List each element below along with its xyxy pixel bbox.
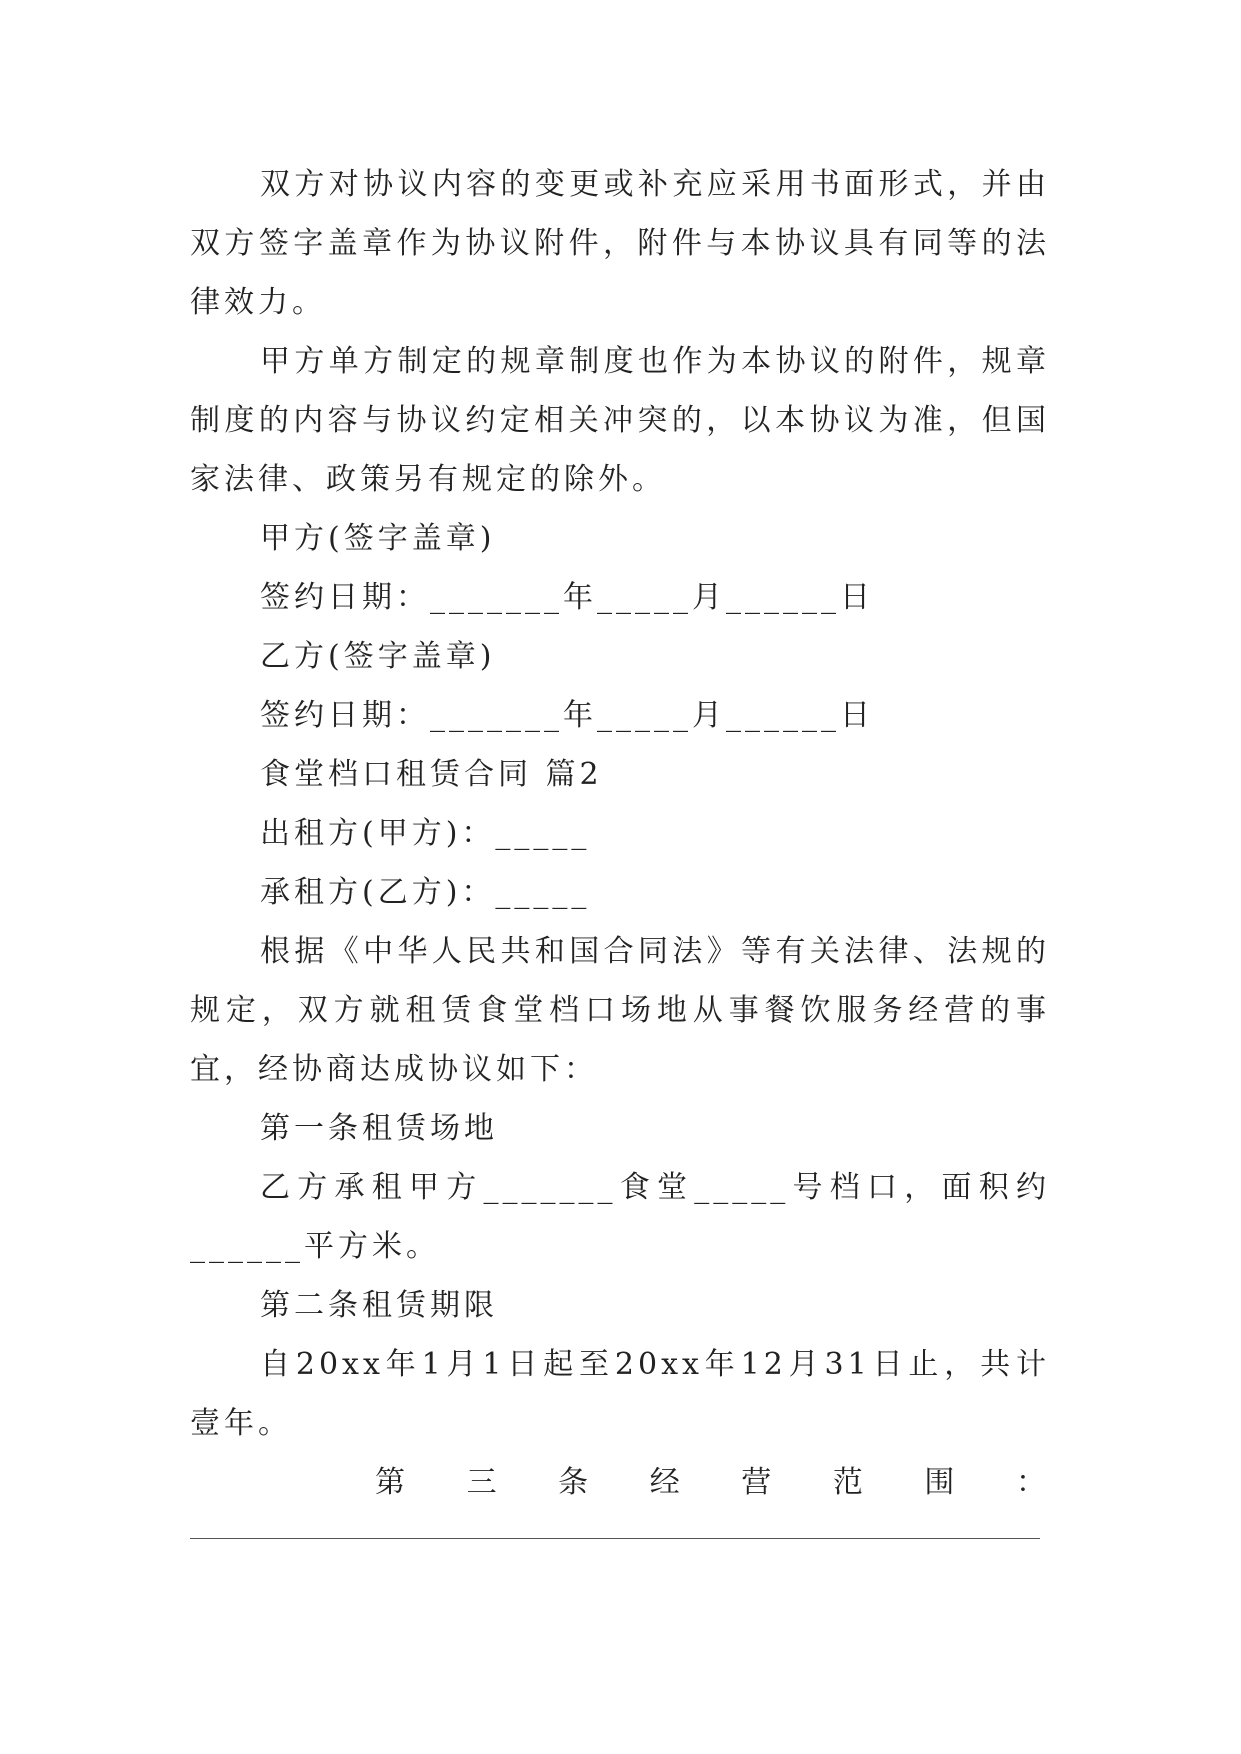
party-a-sign-date: 签约日期：_______年_____月______日	[260, 580, 874, 615]
spread-char: 第	[375, 1465, 409, 1500]
spread-char: ：	[1015, 1465, 1050, 1500]
article-2-heading: 第二条租赁期限	[260, 1288, 498, 1323]
paragraph-rules-clause: 甲方单方制定的规章制度也作为本协议的附件，规章制度的内容与协议约定相关冲突的，以本协议为准，但国家法律、政策另有规定的除外。	[190, 344, 1050, 497]
spread-char: 范	[832, 1465, 867, 1500]
paragraph-amendment-clause: 双方对协议内容的变更或补充应采用书面形式，并由双方签字盖章作为协议附件，附件与本协议具有同等的法律效力。	[190, 167, 1050, 320]
spread-char: 经	[649, 1465, 684, 1500]
party-b-signature-line: 乙方(签字盖章)	[260, 639, 496, 674]
spread-char: 营	[741, 1465, 776, 1500]
paragraph-legal-basis: 根据《中华人民共和国合同法》等有关法律、法规的规定，双方就租赁食堂档口场地从事餐饮服务经营的事宜，经协商达成协议如下：	[190, 934, 1050, 1087]
spread-char: 三	[466, 1465, 501, 1500]
article-1-heading: 第一条租赁场地	[260, 1111, 498, 1146]
lessee-line: 承租方(乙方)：_____	[260, 875, 591, 910]
blank-underline	[190, 1538, 1040, 1539]
spread-char: 围	[924, 1465, 959, 1500]
contract-title: 食堂档口租赁合同 篇2	[260, 757, 603, 792]
lessor-line: 出租方(甲方)：_____	[260, 816, 591, 851]
party-b-sign-date: 签约日期：_______年_____月______日	[260, 698, 874, 733]
document-body	[190, 155, 1050, 1512]
party-a-signature-line: 甲方(签字盖章)	[260, 521, 496, 556]
spread-char: 条	[558, 1465, 593, 1500]
article-1-body: 乙方承租甲方_______食堂_____号档口，面积约______平方米。	[190, 1170, 1050, 1264]
article-2-body: 自20xx年1月1日起至20xx年12月31日止，共计壹年。	[190, 1347, 1050, 1441]
article-3-heading	[190, 1453, 1050, 1512]
